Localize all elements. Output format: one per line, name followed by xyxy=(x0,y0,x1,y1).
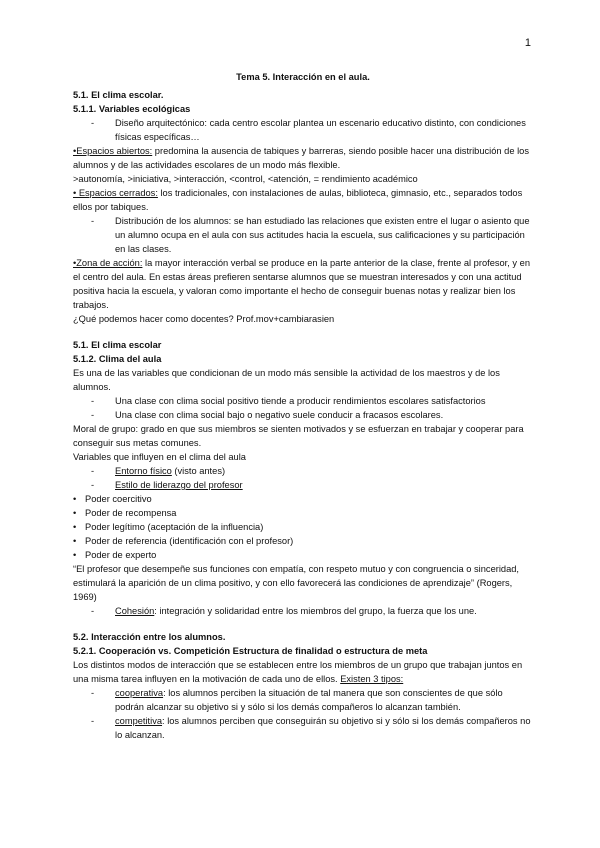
term-text: : los alumnos perciben que conseguirán su objetivo si y sólo si los demás compañeros no lo alcanzan. xyxy=(115,716,531,740)
paragraph-question: ¿Qué podemos hacer como docentes? Prof.mov+cambiarasien xyxy=(73,314,335,324)
paragraph-quote: “El profesor que desempeñe sus funciones con empatía, con respeto mutuo y con congruencia o sinceridad, estimulará la aparición de un clima positivo, y con ello favorecerá las condiciones de aprendizaje” (Rogers, 1969) xyxy=(73,564,519,602)
paragraph-variables: Variables que influyen en el clima del aula xyxy=(73,452,246,462)
list-item xyxy=(73,686,533,714)
list-item xyxy=(73,714,533,742)
intro-underlined: Existen 3 tipos: xyxy=(340,674,404,684)
term-text: : integración y solidaridad entre los miembros del grupo, la fuerza que los une. xyxy=(154,606,477,616)
section-heading: 5.2. Interacción entre los alumnos. xyxy=(73,632,226,642)
subsection-heading: 5.2.1. Cooperación vs. Competición Estructura de finalidad o estructura de meta xyxy=(73,646,428,656)
bullet-item: • Poder de referencia (identificación con el profesor) xyxy=(73,534,533,548)
list-item xyxy=(73,604,533,618)
paragraph-group-morale: Moral de grupo: grado en que sus miembros se sienten motivados y se esfuerzan en trabajar y cooperar para conseguir sus metas comunes. xyxy=(73,424,524,448)
list-item xyxy=(73,478,533,492)
subsection-heading: 5.1.1. Variables ecológicas xyxy=(73,104,191,114)
paragraph-open-spaces xyxy=(73,144,533,172)
paragraph-intro xyxy=(73,658,533,686)
term-text: la mayor interacción verbal se produce en la parte anterior de la clase, frente al profesor, y en el centro del aula. En estas áreas prefieren sentarse alumnos que se muestran interesados y con una actitud positiva hacia la escuela, y valoran como importante el hecho de conseguir buenas notas y realizar bien los trabajos. xyxy=(73,258,531,310)
list-item: - Diseño arquitectónico: cada centro escolar plantea un escenario educativo distinto, con condiciones físicas específicas… xyxy=(73,116,533,144)
bullet-item: • Poder de experto xyxy=(73,548,533,562)
term-label: •Espacios abiertos: xyxy=(73,146,153,156)
term-label: Estilo de liderazgo del profesor xyxy=(115,480,243,490)
paragraph-action-zone xyxy=(73,256,533,312)
term-text: : los alumnos perciben la situación de tal manera que son conscientes de que sólo podrán alcanzar su objetivo si y sólo si los demás compañeros lo alcanzan también. xyxy=(115,688,503,712)
section-heading: 5.1. El clima escolar xyxy=(73,340,162,350)
term-label: Cohesión xyxy=(115,606,155,616)
paragraph-closed-spaces xyxy=(73,186,533,214)
list-item xyxy=(73,464,533,478)
term-label: competitiva xyxy=(115,716,163,726)
document-title: Tema 5. Interacción en el aula. xyxy=(236,72,370,82)
term-text: (visto antes) xyxy=(171,466,226,476)
term-label: Entorno físico xyxy=(115,466,172,476)
list-item: - Distribución de los alumnos: se han estudiado las relaciones que existen entre el lugar o asiento que un alumno ocupa en el aula con sus actitudes hacia la escuela, sus calificaciones y su participación en las clases. xyxy=(73,214,533,256)
term-text: los tradicionales, con instalaciones de aulas, biblioteca, gimnasio, etc., separados todos ellos por tabiques. xyxy=(73,188,523,212)
page-number: 1 xyxy=(524,37,531,49)
subsection-heading: 5.1.2. Clima del aula xyxy=(73,354,162,364)
list-item: - Una clase con clima social positivo tiende a producir rendimientos escolares satisfactorios xyxy=(73,394,533,408)
paragraph-effects: >autonomía, >iniciativa, >interacción, <control, <atención, = rendimiento académico xyxy=(73,174,418,184)
bullet-item: • Poder de recompensa xyxy=(73,506,533,520)
paragraph-intro: Es una de las variables que condicionan de un modo más sensible la actividad de los maestros y de los alumnos. xyxy=(73,368,500,392)
term-label: cooperativa xyxy=(115,688,164,698)
intro-text: Los distintos modos de interacción que se establecen entre los miembros de un grupo que trabajan juntos en una misma tarea influyen en la motivación de cada uno de ellos. xyxy=(73,660,523,684)
section-heading: 5.1. El clima escolar. xyxy=(73,90,164,100)
bullet-item: • Poder coercitivo xyxy=(73,492,533,506)
term-label: •Zona de acción: xyxy=(73,258,143,268)
bullet-item: • Poder legítimo (aceptación de la influencia) xyxy=(73,520,533,534)
document-body xyxy=(73,70,533,742)
term-label: • Espacios cerrados: xyxy=(73,188,158,198)
term-text: predomina la ausencia de tabiques y barreras, siendo posible hacer una distribución de los alumnos y de las actividades escolares de un modo más flexible. xyxy=(73,146,529,170)
list-item: - Una clase con clima social bajo o negativo suele conducir a fracasos escolares. xyxy=(73,408,533,422)
